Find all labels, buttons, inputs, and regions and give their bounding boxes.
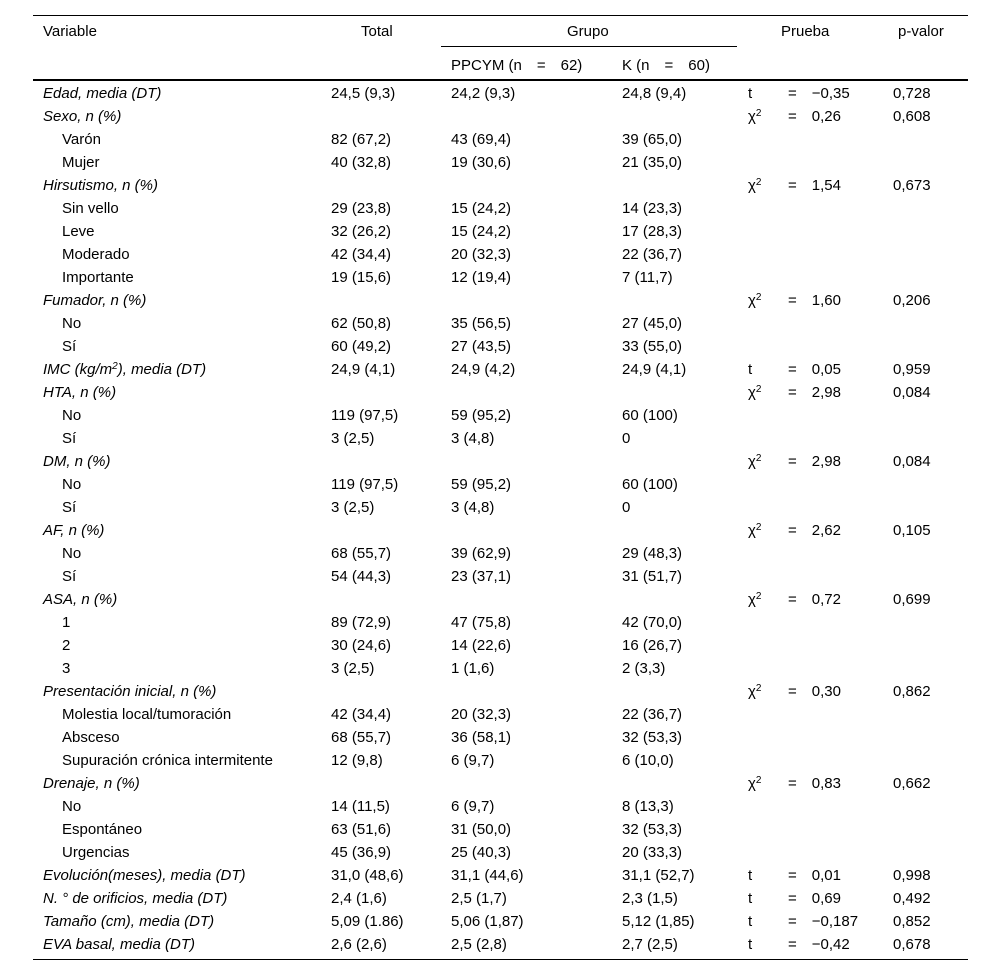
cell-prueba <box>748 519 841 542</box>
cell-prueba <box>748 657 788 680</box>
cell-k: 20 (33,3) <box>622 844 683 861</box>
cell-ppcym: 1 (1,6) <box>451 660 495 677</box>
test-value: = 2,98 <box>788 453 841 470</box>
cell-total: 45 (36,9) <box>331 844 392 861</box>
test-symbol: $\chi^2$ <box>748 177 762 194</box>
cell-variable: Sin vello <box>62 200 119 217</box>
test-symbol: $\chi^2$ <box>748 108 762 125</box>
cell-prueba <box>748 266 788 289</box>
cell-k: 6 (10,0) <box>622 752 674 769</box>
table-row <box>0 128 1000 151</box>
table-row <box>0 933 1000 956</box>
test-value: = −0,42 <box>788 936 850 953</box>
test-value: = 0,01 <box>788 867 841 884</box>
header-ppcym: PPCYM (n = 62) <box>451 57 583 74</box>
cell-total: 119 (97,5) <box>331 476 399 493</box>
test-symbol: $\chi^2$ <box>748 591 762 608</box>
cell-ppcym: 47 (75,8) <box>451 614 512 631</box>
cell-prueba <box>748 565 788 588</box>
test-symbol: $\chi^2$ <box>748 522 762 539</box>
cell-prueba <box>748 496 788 519</box>
cell-p-valor: 0,206 <box>893 292 931 309</box>
cell-k: 24,8 (9,4) <box>622 85 687 102</box>
table-row <box>0 611 1000 634</box>
cell-prueba <box>748 473 788 496</box>
cell-total: 89 (72,9) <box>331 614 392 631</box>
test-value: = 0,30 <box>788 683 841 700</box>
cell-prueba <box>748 864 841 887</box>
cell-p-valor: 0,105 <box>893 522 931 539</box>
table-row <box>0 910 1000 933</box>
cell-prueba <box>748 795 788 818</box>
cell-p-valor: 0,959 <box>893 361 931 378</box>
cell-total: 119 (97,5) <box>331 407 399 424</box>
table-row <box>0 657 1000 680</box>
cell-total: 24,9 (4,1) <box>331 361 396 378</box>
cell-k: 60 (100) <box>622 407 678 424</box>
table-row <box>0 795 1000 818</box>
cell-ppcym: 20 (32,3) <box>451 706 512 723</box>
cell-variable: Mujer <box>62 154 100 171</box>
table-row <box>0 726 1000 749</box>
cell-variable: Sí <box>62 499 77 516</box>
test-symbol: $\chi^2$ <box>748 384 762 401</box>
cell-p-valor: 0,608 <box>893 108 931 125</box>
cell-total: 29 (23,8) <box>331 200 392 217</box>
test-value: = 0,72 <box>788 591 841 608</box>
cell-total: 63 (51,6) <box>331 821 392 838</box>
table-row <box>0 496 1000 519</box>
cell-variable: No <box>62 476 82 493</box>
cell-variable: Presentación inicial, n (%) <box>43 683 217 700</box>
cell-variable: DM, n (%) <box>43 453 111 470</box>
table-row <box>0 542 1000 565</box>
cell-total: 3 (2,5) <box>331 499 375 516</box>
table-row <box>0 818 1000 841</box>
cell-p-valor: 0,084 <box>893 384 931 401</box>
table-row <box>0 749 1000 772</box>
cell-ppcym: 25 (40,3) <box>451 844 512 861</box>
table-row <box>0 335 1000 358</box>
table-row <box>0 703 1000 726</box>
test-symbol: $\chi^2$ <box>748 775 762 792</box>
cell-variable: EVA basal, media (DT) <box>43 936 195 953</box>
cell-variable: Sí <box>62 338 77 355</box>
table-row <box>0 864 1000 887</box>
cell-total: 3 (2,5) <box>331 430 375 447</box>
test-symbol: $\chi^2$ <box>748 453 762 470</box>
cell-p-valor: 0,084 <box>893 453 931 470</box>
test-value: = 0,83 <box>788 775 841 792</box>
cell-prueba <box>748 841 788 864</box>
test-symbol: $\chi^2$ <box>748 292 762 309</box>
test-symbol: t <box>748 867 753 884</box>
table-row <box>0 220 1000 243</box>
cell-variable: No <box>62 407 82 424</box>
cell-total: 2,6 (2,6) <box>331 936 387 953</box>
cell-total: 24,5 (9,3) <box>331 85 396 102</box>
cell-prueba <box>748 358 841 381</box>
cell-total: 42 (34,4) <box>331 246 392 263</box>
cell-ppcym: 24,9 (4,2) <box>451 361 516 378</box>
cell-ppcym: 39 (62,9) <box>451 545 512 562</box>
cell-total: 30 (24,6) <box>331 637 392 654</box>
bottom-rule <box>33 959 968 960</box>
header-p-valor: p-valor <box>898 23 944 40</box>
cell-k: 21 (35,0) <box>622 154 683 171</box>
cell-k: 8 (13,3) <box>622 798 674 815</box>
cell-k: 5,12 (1,85) <box>622 913 695 930</box>
cell-prueba <box>748 381 841 404</box>
cell-variable: ASA, n (%) <box>43 591 118 608</box>
cell-k: 33 (55,0) <box>622 338 683 355</box>
cell-total: 32 (26,2) <box>331 223 392 240</box>
cell-ppcym: 5,06 (1,87) <box>451 913 524 930</box>
table-row <box>0 105 1000 128</box>
cell-variable: IMC $(kg/m^2)$, media (DT) <box>43 361 207 378</box>
cell-k: 2,3 (1,5) <box>622 890 678 907</box>
cell-k: 2,7 (2,5) <box>622 936 678 953</box>
cell-prueba <box>748 703 788 726</box>
cell-prueba <box>748 82 850 105</box>
cell-ppcym: 14 (22,6) <box>451 637 512 654</box>
cell-prueba <box>748 933 850 956</box>
cell-variable: Varón <box>62 131 101 148</box>
cell-ppcym: 59 (95,2) <box>451 476 512 493</box>
cell-k: 22 (36,7) <box>622 246 683 263</box>
cell-prueba <box>748 128 788 151</box>
cell-prueba <box>748 105 841 128</box>
cell-variable: Hirsutismo, n (%) <box>43 177 159 194</box>
cell-ppcym: 2,5 (1,7) <box>451 890 507 907</box>
cell-prueba <box>748 772 841 795</box>
header-prueba: Prueba <box>781 23 830 40</box>
test-value: = 0,69 <box>788 890 841 907</box>
test-symbol: t <box>748 936 753 953</box>
cell-prueba <box>748 220 788 243</box>
cell-k: 0 <box>622 430 631 447</box>
test-value: = 0,26 <box>788 108 841 125</box>
cell-variable: Leve <box>62 223 95 240</box>
table-row <box>0 565 1000 588</box>
cell-prueba <box>748 611 788 634</box>
cell-ppcym: 59 (95,2) <box>451 407 512 424</box>
cell-total: 19 (15,6) <box>331 269 392 286</box>
table-row <box>0 588 1000 611</box>
cell-ppcym: 3 (4,8) <box>451 430 495 447</box>
test-value: = −0,35 <box>788 85 850 102</box>
cell-ppcym: 43 (69,4) <box>451 131 512 148</box>
cell-total: 68 (55,7) <box>331 545 392 562</box>
table-row <box>0 312 1000 335</box>
table-row <box>0 427 1000 450</box>
cell-ppcym: 12 (19,4) <box>451 269 512 286</box>
cell-prueba <box>748 312 788 335</box>
table-row <box>0 473 1000 496</box>
table-row <box>0 266 1000 289</box>
cell-k: 42 (70,0) <box>622 614 683 631</box>
cell-prueba <box>748 542 788 565</box>
cell-variable: Espontáneo <box>62 821 143 838</box>
cell-total: 3 (2,5) <box>331 660 375 677</box>
table-row <box>0 174 1000 197</box>
cell-variable: Sexo, n (%) <box>43 108 122 125</box>
cell-prueba <box>748 450 841 473</box>
header-total: Total <box>361 23 393 40</box>
cell-prueba <box>748 243 788 266</box>
cell-ppcym: 24,2 (9,3) <box>451 85 516 102</box>
table-row <box>0 289 1000 312</box>
table-row <box>0 197 1000 220</box>
header-grupo: Grupo <box>567 23 609 40</box>
test-value: = 2,62 <box>788 522 841 539</box>
header-bottom-rule <box>33 79 968 81</box>
cell-k: 31 (51,7) <box>622 568 683 585</box>
cell-prueba <box>748 680 841 703</box>
test-symbol: $\chi^2$ <box>748 683 762 700</box>
cell-variable: 3 <box>62 660 71 677</box>
cell-k: 16 (26,7) <box>622 637 683 654</box>
cell-total: 12 (9,8) <box>331 752 383 769</box>
cell-variable: Sí <box>62 568 77 585</box>
cell-total: 42 (34,4) <box>331 706 392 723</box>
cell-ppcym: 19 (30,6) <box>451 154 512 171</box>
table-row <box>0 519 1000 542</box>
header-variable: Variable <box>43 23 97 40</box>
table-row <box>0 151 1000 174</box>
cell-total: 54 (44,3) <box>331 568 392 585</box>
cell-p-valor: 0,678 <box>893 936 931 953</box>
cell-variable: Moderado <box>62 246 130 263</box>
cell-variable: No <box>62 798 82 815</box>
cell-p-valor: 0,852 <box>893 913 931 930</box>
cell-k: 32 (53,3) <box>622 729 683 746</box>
cell-k: 39 (65,0) <box>622 131 683 148</box>
cell-k: 31,1 (52,7) <box>622 867 695 884</box>
cell-prueba <box>748 588 841 611</box>
cell-variable: Importante <box>62 269 134 286</box>
cell-prueba <box>748 887 841 910</box>
cell-p-valor: 0,699 <box>893 591 931 608</box>
cell-ppcym: 15 (24,2) <box>451 200 512 217</box>
cell-variable: Fumador, n (%) <box>43 292 147 309</box>
cell-variable: AF, n (%) <box>43 522 105 539</box>
cell-total: 40 (32,8) <box>331 154 392 171</box>
table-row <box>0 841 1000 864</box>
cell-total: 82 (67,2) <box>331 131 392 148</box>
cell-variable: Urgencias <box>62 844 130 861</box>
table-row <box>0 772 1000 795</box>
table-row <box>0 358 1000 381</box>
table-row <box>0 381 1000 404</box>
cell-ppcym: 2,5 (2,8) <box>451 936 507 953</box>
cell-prueba <box>748 289 841 312</box>
cell-k: 17 (28,3) <box>622 223 683 240</box>
test-symbol: t <box>748 85 753 102</box>
cell-k: 60 (100) <box>622 476 678 493</box>
cell-k: 32 (53,3) <box>622 821 683 838</box>
cell-total: 62 (50,8) <box>331 315 392 332</box>
cell-k: 24,9 (4,1) <box>622 361 687 378</box>
cell-variable: Evolución(meses), media (DT) <box>43 867 246 884</box>
cell-k: 0 <box>622 499 631 516</box>
cell-variable: Supuración crónica intermitente <box>62 752 273 769</box>
cell-ppcym: 6 (9,7) <box>451 752 495 769</box>
table-row <box>0 887 1000 910</box>
cell-prueba <box>748 174 841 197</box>
cell-prueba <box>748 335 788 358</box>
test-value: = 1,54 <box>788 177 841 194</box>
cell-total: 60 (49,2) <box>331 338 392 355</box>
cell-variable: 1 <box>62 614 71 631</box>
cell-ppcym: 20 (32,3) <box>451 246 512 263</box>
cell-ppcym: 6 (9,7) <box>451 798 495 815</box>
cell-variable: Sí <box>62 430 77 447</box>
cell-ppcym: 23 (37,1) <box>451 568 512 585</box>
cell-p-valor: 0,673 <box>893 177 931 194</box>
cell-variable: Molestia local/tumoración <box>62 706 232 723</box>
table-row <box>0 243 1000 266</box>
table-row <box>0 82 1000 105</box>
cell-prueba <box>748 910 858 933</box>
cell-prueba <box>748 151 788 174</box>
table-row <box>0 404 1000 427</box>
cell-ppcym: 31,1 (44,6) <box>451 867 524 884</box>
cell-total: 5,09 (1.86) <box>331 913 404 930</box>
test-value: = 0,05 <box>788 361 841 378</box>
cell-k: 27 (45,0) <box>622 315 683 332</box>
cell-variable: No <box>62 315 82 332</box>
cell-variable: Tamaño (cm), media (DT) <box>43 913 215 930</box>
cell-k: 22 (36,7) <box>622 706 683 723</box>
cell-total: 2,4 (1,6) <box>331 890 387 907</box>
cell-prueba <box>748 818 788 841</box>
cell-p-valor: 0,492 <box>893 890 931 907</box>
test-value: = 2,98 <box>788 384 841 401</box>
cell-prueba <box>748 634 788 657</box>
cell-ppcym: 15 (24,2) <box>451 223 512 240</box>
grupo-rule <box>441 46 737 47</box>
test-symbol: t <box>748 361 753 378</box>
test-value: = −0,187 <box>788 913 859 930</box>
cell-variable: N. ° de orificios, media (DT) <box>43 890 228 907</box>
test-value: = 1,60 <box>788 292 841 309</box>
cell-total: 68 (55,7) <box>331 729 392 746</box>
cell-ppcym: 35 (56,5) <box>451 315 512 332</box>
cell-variable: No <box>62 545 82 562</box>
cell-total: 31,0 (48,6) <box>331 867 404 884</box>
cell-p-valor: 0,728 <box>893 85 931 102</box>
cell-variable: Absceso <box>62 729 120 746</box>
table-row <box>0 450 1000 473</box>
cell-p-valor: 0,998 <box>893 867 931 884</box>
cell-k: 7 (11,7) <box>622 269 673 286</box>
cell-ppcym: 36 (58,1) <box>451 729 512 746</box>
cell-prueba <box>748 404 788 427</box>
cell-prueba <box>748 197 788 220</box>
cell-p-valor: 0,662 <box>893 775 931 792</box>
cell-total: 14 (11,5) <box>331 798 390 815</box>
table-row <box>0 634 1000 657</box>
cell-k: 14 (23,3) <box>622 200 683 217</box>
cell-k: 29 (48,3) <box>622 545 683 562</box>
cell-k: 2 (3,3) <box>622 660 666 677</box>
cell-prueba <box>748 427 788 450</box>
cell-variable: Drenaje, n (%) <box>43 775 140 792</box>
cell-p-valor: 0,862 <box>893 683 931 700</box>
cell-prueba <box>748 749 788 772</box>
test-symbol: t <box>748 913 753 930</box>
table-row <box>0 680 1000 703</box>
cell-ppcym: 3 (4,8) <box>451 499 495 516</box>
test-symbol: t <box>748 890 753 907</box>
cell-ppcym: 27 (43,5) <box>451 338 512 355</box>
cell-variable: HTA, n (%) <box>43 384 117 401</box>
header-k: K (n = 60) <box>622 57 710 74</box>
cell-ppcym: 31 (50,0) <box>451 821 512 838</box>
cell-variable: Edad, media (DT) <box>43 85 162 102</box>
cell-variable: 2 <box>62 637 71 654</box>
top-rule <box>33 15 968 16</box>
cell-prueba <box>748 726 788 749</box>
